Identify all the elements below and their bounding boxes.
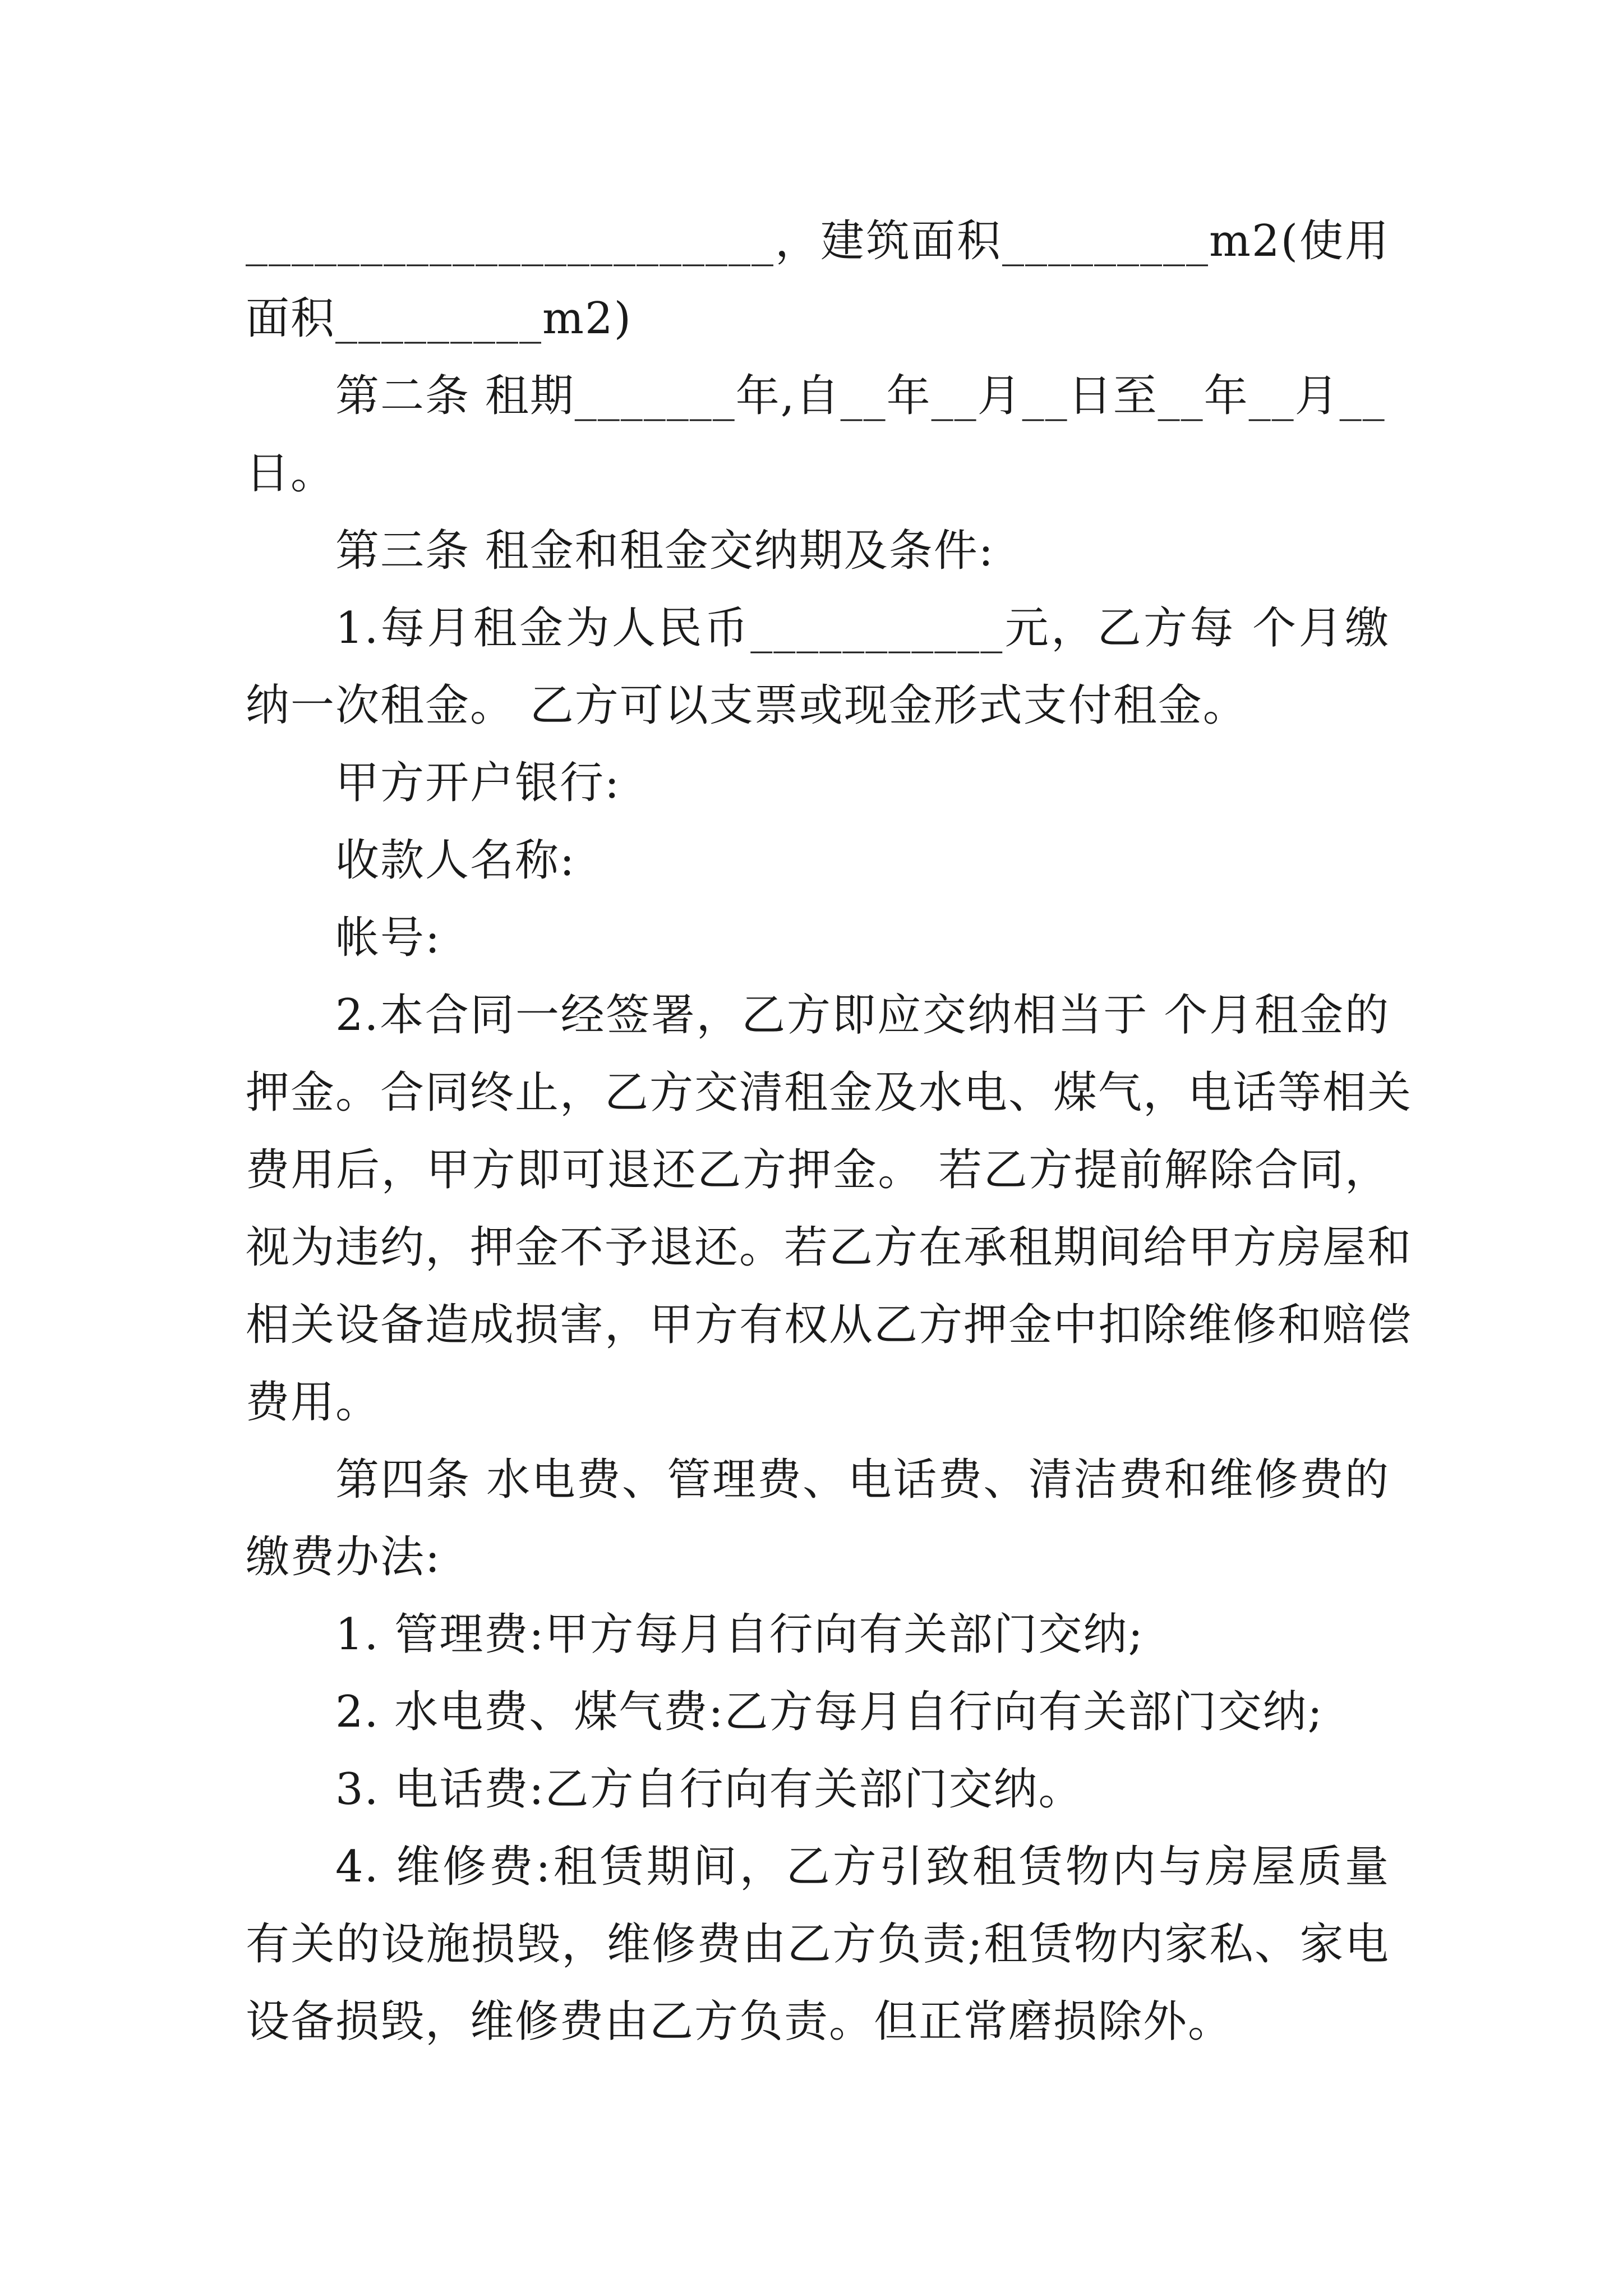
text-line: 纳一次租金。 乙方可以支票或现金形式支付租金。 [246, 680, 1248, 731]
text-line: 1. 管理费:甲方每月自行向有关部门交纳; [335, 1609, 1144, 1660]
text-line: 2. 水电费、煤气费:乙方每月自行向有关部门交纳; [335, 1687, 1324, 1737]
text-line: 3. 电话费:乙方自行向有关部门交纳。 [335, 1764, 1083, 1815]
text-line: 2.本合同一经签署，乙方即应交纳相当于 个月租金的 [335, 990, 1390, 1041]
text-line: 费用后，甲方即可退还乙方押金。 若乙方提前解除合同， [246, 1145, 1390, 1195]
text-line: 面积_________m2) [246, 293, 633, 344]
text-line: 第四条 水电费、管理费、电话费、清洁费和维修费的 [335, 1455, 1390, 1505]
text-line: 帐号: [335, 913, 441, 963]
text-line: 相关设备造成损害，甲方有权从乙方押金中扣除维修和赔偿 [246, 1300, 1413, 1350]
text-line: 收款人名称: [335, 835, 576, 886]
text-line: 视为违约，押金不予退还。若乙方在承租期间给甲方房屋和 [246, 1222, 1413, 1273]
text-line: 第三条 租金和租金交纳期及条件: [335, 526, 995, 576]
text-line: 费用。 [246, 1377, 381, 1428]
text-line: 1.每月租金为人民币___________元，乙方每 个月缴 [335, 603, 1390, 654]
text-line: 押金。合同终止，乙方交清租金及水电、煤气，电话等相关 [246, 1068, 1413, 1118]
text-line: 缴费办法: [246, 1532, 441, 1582]
text-line: 4. 维修费:租赁期间，乙方引致租赁物内与房屋质量 [335, 1842, 1390, 1892]
text-line: _______________________，建筑面积_________m2(使用 [246, 216, 1390, 266]
text-line: 日。 [246, 448, 336, 499]
text-line: 第二条 租期_______年,自__年__月__日至__年__月__ [335, 371, 1386, 421]
text-line: 有关的设施损毁，维修费由乙方负责;租赁物内家私、家电 [246, 1919, 1390, 1970]
text-line: 甲方开户银行: [335, 758, 621, 808]
text-line: 设备损毁，维修费由乙方负责。但正常磨损除外。 [246, 1996, 1233, 2047]
